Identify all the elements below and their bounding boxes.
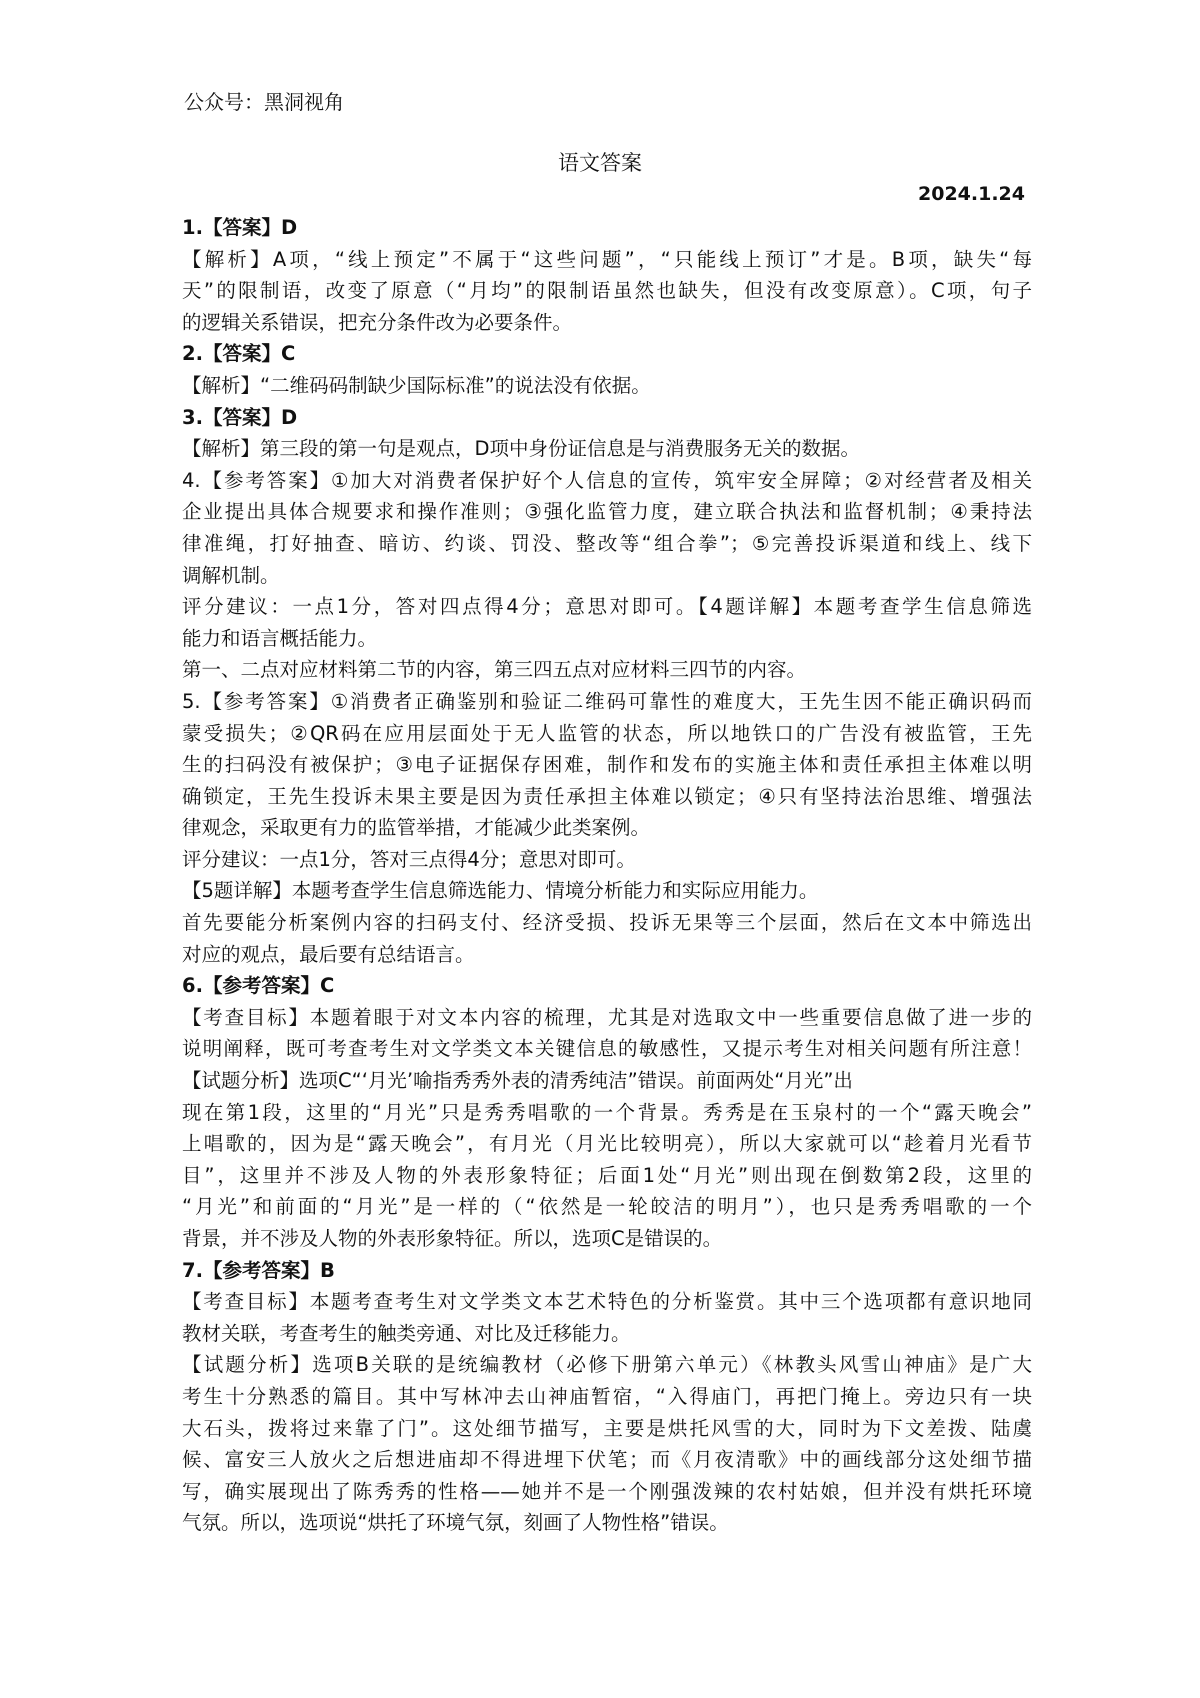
q5-detail-line: 对应的观点，最后要有总结语言。 [182,942,475,966]
q6-analysis-line: 背景，并不涉及人物的外表形象特征。所以，选项C是错误的。 [182,1227,723,1250]
q4-answer-line: 律准绳，打好抽查、暗访、约谈、罚没、整改等“组合拳”；⑤完善投诉渠道和线上、线下 [182,531,1032,555]
q7-analysis-line: 写，确实展现出了陈秀秀的性格——她并不是一个刚强泼辣的农村姑娘，但并没有烘托环境 [182,1479,1032,1503]
q4-answer-line: 4.【参考答案】①加大对消费者保护好个人信息的宣传，筑牢安全屏障；②对经营者及相关 [182,468,1032,492]
q5-scoring-line: 评分建议：一点1分，答对三点得4分；意思对即可。 [182,847,636,871]
q7-objective-line: 【考查目标】本题考查考生对文学类文本艺术特色的分析鉴赏。其中三个选项都有意识地同 [182,1290,1032,1314]
q4-answer-line: 调解机制。 [182,563,280,587]
q5-answer-line: 律观念，采取更有力的监管举措，才能减少此类案例。 [182,816,651,840]
q6-analysis-line: 目”，这里并不涉及人物的外表形象特征；后面1处“月光”则出现在倒数第2段，这里的 [182,1163,1032,1187]
q4-scoring-line: 能力和语言概括能力。 [182,626,378,650]
q6-analysis-line: “月光”和前面的“月光”是一样的（“依然是一轮皎洁的明月”），也只是秀秀唱歌的一个 [182,1195,1032,1219]
q2-answer-line: 2.【答案】C [182,342,296,366]
q6-analysis-line: 上唱歌的，因为是“露天晚会”，有月光（月光比较明亮），所以大家就可以“趁着月光看节 [182,1132,1032,1156]
q1-answer-line: 1.【答案】D [182,216,298,239]
q7-analysis-line: 候、富安三人放火之后想进庙却不得进埋下伏笔；而《月夜清歌》中的画线部分这处细节描 [182,1448,1032,1472]
q5-answer-line: 蒙受损失；②QR码在应用层面处于无人监管的状态，所以地铁口的广告没有被监管，王先 [182,721,1032,745]
q6-analysis-line: 【试题分析】选项C“‘月光’喻指秀秀外表的清秀纯洁”错误。前面两处“月光”出 [182,1069,853,1093]
q5-answer-line: 5.【参考答案】①消费者正确鉴别和验证二维码可靠性的难度大，王先生因不能正确识码而 [182,689,1032,713]
q5-answer-line: 确锁定，王先生投诉未果主要是因为责任承担主体难以锁定；④只有坚持法治思维、增强法 [182,784,1032,808]
q2-analysis-line: 【解析】“二维码码制缺少国际标准”的说法没有依据。 [182,373,651,397]
answer-content [182,212,1032,1539]
q4-answer-line: 企业提出具体合规要求和操作准则；③强化监管力度，建立联合执法和监督机制；④秉持法 [182,500,1032,524]
q6-answer-line: 6.【参考答案】C [182,974,335,998]
q5-answer-line: 生的扫码没有被保护；③电子证据保存困难，制作和发布的实施主体和责任承担主体难以明 [182,753,1032,777]
q6-objective-line: 说明阐释，既可考查考生对文学类文本关键信息的敏感性，又提示考生对相关问题有所注意！ [182,1037,1032,1061]
q7-analysis-line: 【试题分析】选项B关联的是统编教材（必修下册第六单元）《林教头风雪山神庙》是广大 [182,1353,1032,1377]
q7-objective-line: 教材关联，考查考生的触类旁通、对比及迁移能力。 [182,1321,631,1345]
q7-analysis-line: 大石头，拨将过来靠了门”。这处细节描写，主要是烘托风雪的大，同时为下文差拨、陆虞 [182,1416,1032,1440]
q4-detail-line: 第一、二点对应材料第二节的内容，第三四五点对应材料三四节的内容。 [182,658,807,682]
q3-analysis-line: 【解析】第三段的第一句是观点，D项中身份证信息是与消费服务无关的数据。 [182,437,861,461]
q4-scoring-line: 评分建议：一点1分，答对四点得4分；意思对即可。【4题详解】本题考查学生信息筛选 [182,595,1032,619]
q1-analysis-line: 天”的限制语，改变了原意（“月均”的限制语虽然也缺失，但没有改变原意）。C项，句子 [182,279,1032,303]
q7-analysis-line: 气氛。所以，选项说“烘托了环境气氛，刻画了人物性格”错误。 [182,1511,729,1535]
q7-analysis-line: 考生十分熟悉的篇目。其中写林冲去山神庙暂宿，“入得庙门，再把门掩上。旁边只有一块 [182,1384,1032,1408]
date-label: 2024.1.24 [918,183,1025,205]
q1-analysis-line: 【解析】A项，“线上预定”不属于“这些问题”，“只能线上预订”才是。B项，缺失“每 [182,247,1032,271]
q6-analysis-line: 现在第1段，这里的“月光”只是秀秀唱歌的一个背景。秀秀是在玉泉村的一个“露天晚会” [182,1100,1032,1124]
page-title: 语文答案 [558,151,642,175]
q3-answer-line: 3.【答案】D [182,405,298,429]
q5-detail-line: 【5题详解】本题考查学生信息筛选能力、情境分析能力和实际应用能力。 [182,879,819,903]
q6-objective-line: 【考查目标】本题着眼于对文本内容的梳理，尤其是对选取文中一些重要信息做了进一步的 [182,1005,1032,1029]
source-label: 公众号：黑洞视角 [184,90,344,114]
q5-detail-line: 首先要能分析案例内容的扫码支付、经济受损、投诉无果等三个层面，然后在文本中筛选出 [182,911,1032,935]
q7-answer-line: 7.【参考答案】B [182,1258,335,1282]
q1-analysis-line: 的逻辑关系错误，把充分条件改为必要条件。 [182,310,573,334]
